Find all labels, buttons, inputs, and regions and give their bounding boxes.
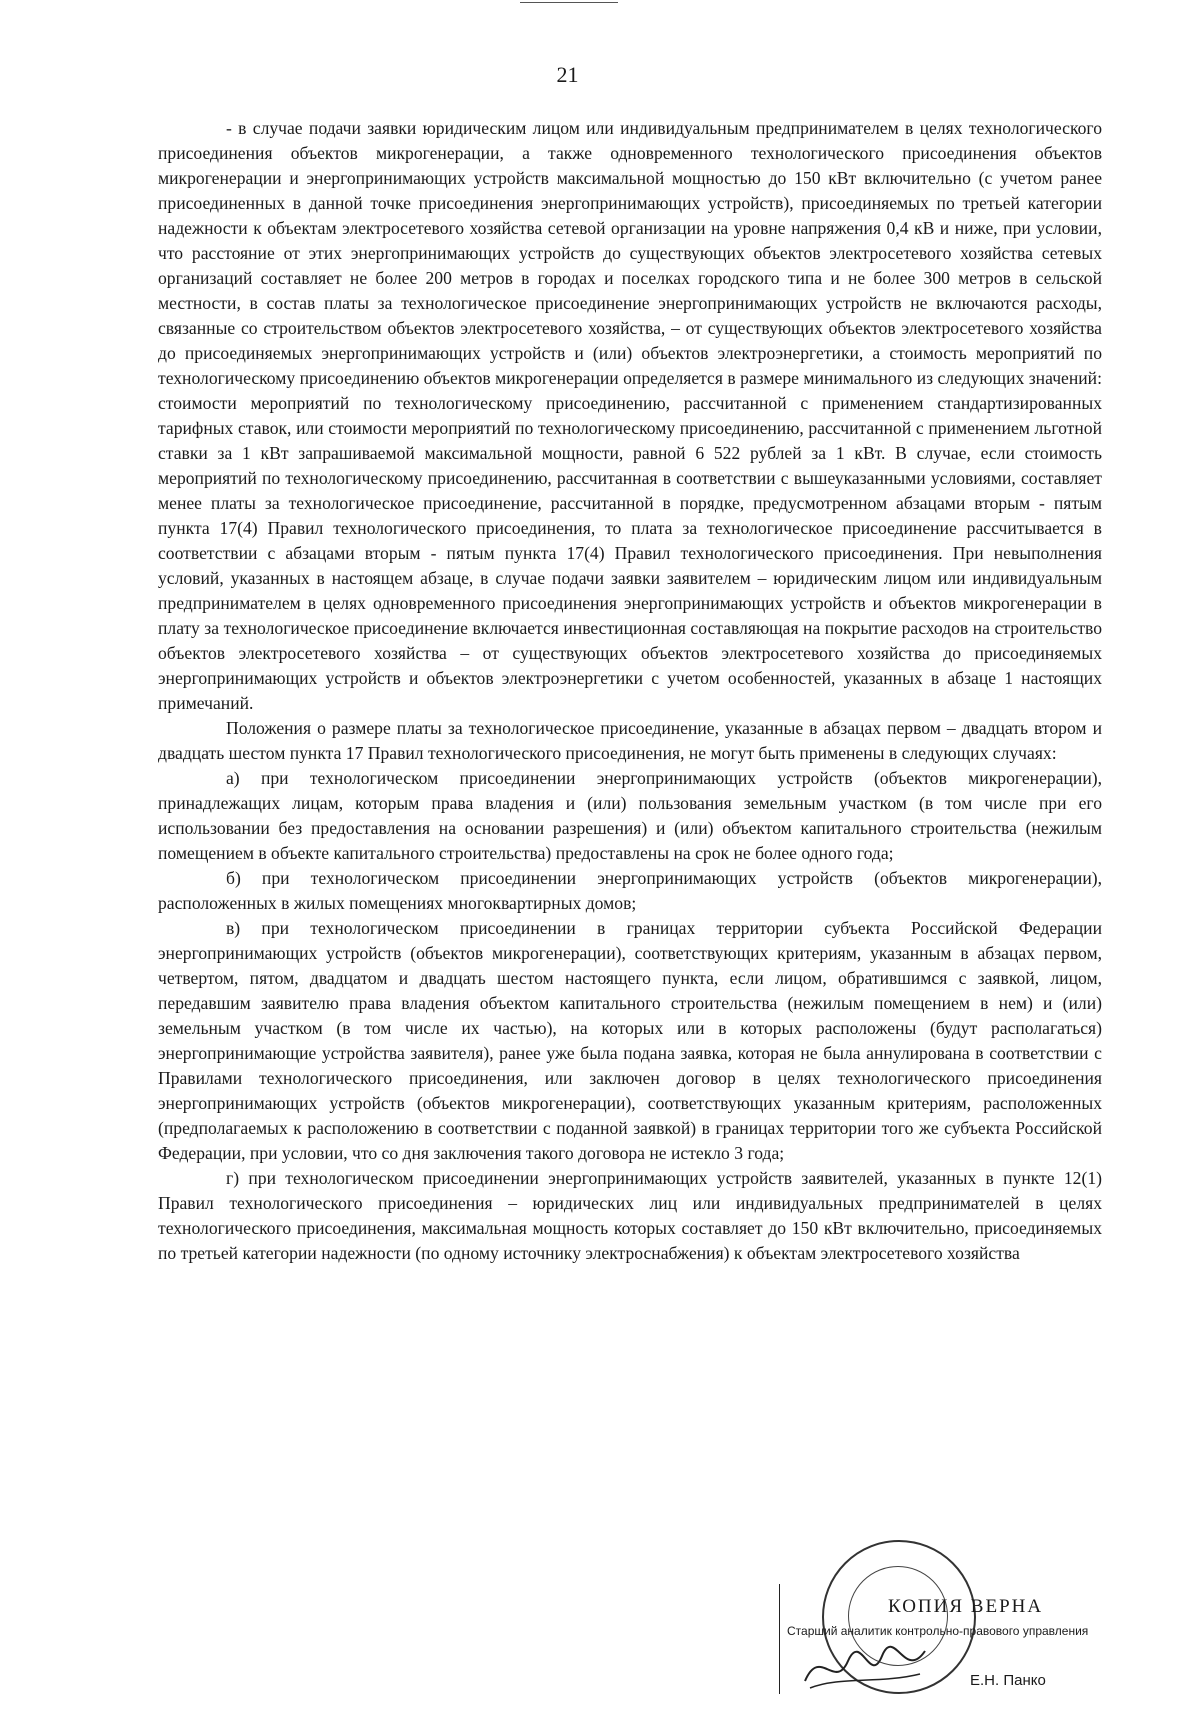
paragraph-exceptions-intro: Положения о размере платы за технологическое присоединение, указанные в абзацах первом – двадцать втором и двадцать шестом пункта 17 Правил технологического присоединения, не могут быть применены в следующих случаях: <box>158 718 1102 763</box>
certification-stamp <box>770 1540 1100 1712</box>
stamp-name: Е.Н. Панко <box>970 1672 1046 1689</box>
document-body <box>158 116 1102 1266</box>
paragraph-exception-a: а) при технологическом присоединении энергопринимающих устройств (объектов микрогенерации), принадлежащих лицам, которым права владения и (или) пользования земельным участком (в том числе при его использовании без предоставления на основании разрешения) и (или) объектом капитального строительства (нежилым помещением в объекте капитального строительства) предоставлены на срок не более одного года; <box>158 768 1102 863</box>
paragraph-microgeneration-conditions: - в случае подачи заявки юридическим лицом или индивидуальным предпринимателем в целях технологического присоединения объектов микрогенерации, а также одновременного технологического присоединения объектов микрогенерации и энергопринимающих устройств максимальной мощностью до 150 кВт включительно (с учетом ранее присоединенных в данной точке присоединения энергопринимающих устройств), присоединяемых по третьей категории надежности к объектам электросетевого хозяйства сетевой организации на уровне напряжения 0,4 кВ и ниже, при условии, что расстояние от этих энергопринимающих устройств до существующих объектов электросетевого хозяйства сетевых организаций составляет не более 200 метров в городах и поселках городского типа и не более 300 метров в сельской местности, в состав платы за технологическое присоединение энергопринимающих устройств не включаются расходы, связанные со строительством объектов электросетевого хозяйства, – от существующих объектов электросетевого хозяйства до присоединяемых энергопринимающих устройств и (или) объектов электроэнергетики, а стоимость мероприятий по технологическому присоединению объектов микрогенерации определяется в размере минимального из следующих значений: стоимости мероприятий по технологическому присоединению, рассчитанной с применением стандартизированных тарифных ставок, или стоимости мероприятий по технологическому присоединению, рассчитанной с применением льготной ставки за 1 кВт запрашиваемой максимальной мощности, равной 6 522 рублей за 1 кВт. В случае, если стоимость мероприятий по технологическому присоединению, рассчитанная в соответствии с вышеуказанными условиями, составляет менее платы за технологическое присоединение, рассчитанной в порядке, предусмотренном абзацами вторым - пятым пункта 17(4) Правил технологического присоединения, то плата за технологическое присоединение рассчитывается в соответствии с абзацами вторым - пятым пункта 17(4) Правил технологического присоединения. При невыполнения условий, указанных в настоящем абзаце, в случае подачи заявки заявителем – юридическим лицом или индивидуальным предпринимателем в целях одновременного присоединения энергопринимающих устройств и объектов микрогенерации в плату за технологическое присоединение включается инвестиционная составляющая на покрытие расходов на строительство объектов электросетевого хозяйства – от существующих объектов электросетевого хозяйства до присоединяемых энергопринимающих устройств и объектов электроэнергетики с учетом особенностей, указанных в абзаце 1 настоящих примечаний. <box>158 118 1102 713</box>
signature-icon <box>800 1636 930 1696</box>
stamp-title: КОПИЯ ВЕРНА <box>888 1596 1044 1617</box>
paragraph-exception-g: г) при технологическом присоединении энергопринимающих устройств заявителей, указанных в пункте 12(1) Правил технологического присоединения – юридических лиц или индивидуальных предпринимателей в целях технологического присоединения, максимальная мощность которых составляет до 150 кВт включительно, присоединяемых по третьей категории надежности (по одному источнику электроснабжения) к объектам электросетевого хозяйства <box>158 1168 1102 1263</box>
top-rule <box>520 2 618 3</box>
page-number: 21 <box>556 62 579 87</box>
stamp-border <box>779 1584 780 1694</box>
paragraph-exception-v: в) при технологическом присоединении в границах территории субъекта Российской Федерации энергопринимающих устройств (объектов микрогенерации), соответствующих критериям, указанным в абзацах первом, четвертом, пятом, двадцатом и двадцать шестом настоящего пункта, если лицом, обратившимся с заявкой, лицом, передавшим заявителю права владения объектом капитального строительства (нежилым помещением в нем) и (или) земельным участком (в том числе их частью), на которых или в которых расположены (будут располагаться) энергопринимающие устройства заявителя), ранее уже была подана заявка, которая не была аннулирована в соответствии с Правилами технологического присоединения, или заключен договор в целях технологического присоединения энергопринимающих устройств (объектов микрогенерации), соответствующих указанным критериям, расположенных (предполагаемых к расположению в соответствии с поданной заявкой) в границах территории того же субъекта Российской Федерации, при условии, что со дня заключения такого договора не истекло 3 года; <box>158 918 1102 1163</box>
paragraph-exception-b: б) при технологическом присоединении энергопринимающих устройств (объектов микрогенерации), расположенных в жилых помещениях многоквартирных домов; <box>158 868 1102 913</box>
stamp-position: Старший аналитик контрольно-правового управления <box>787 1624 1089 1638</box>
